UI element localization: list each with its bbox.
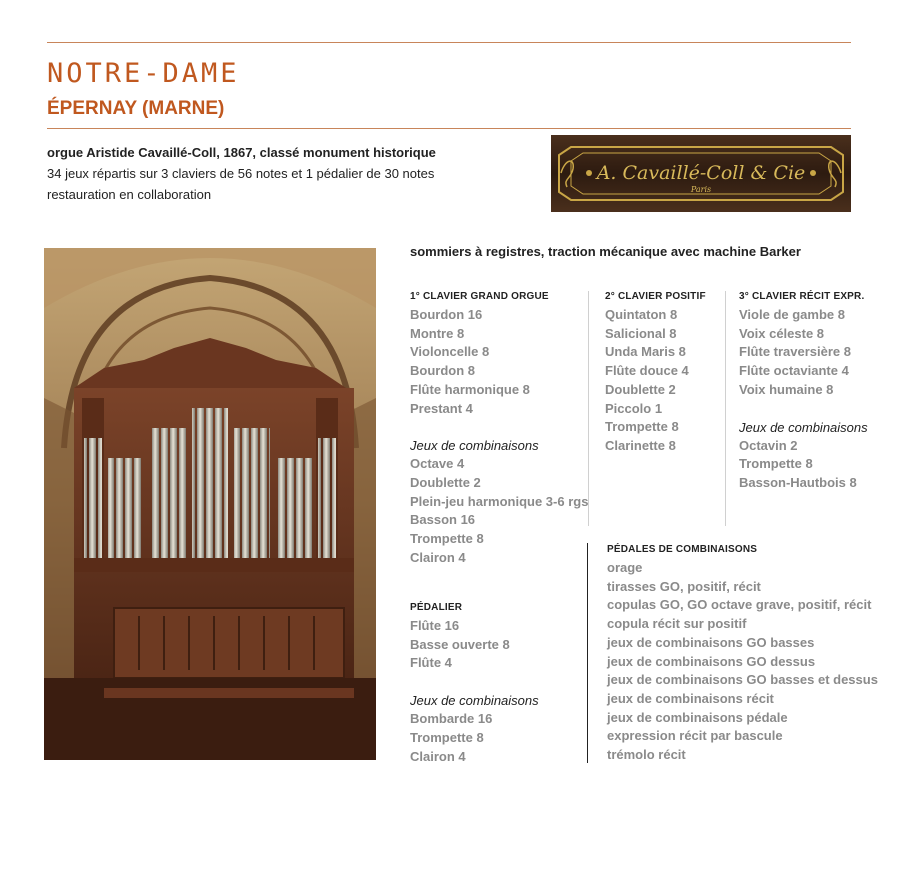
plaque-city: Paris [690, 185, 712, 194]
combo-item: Basson 16 [410, 512, 476, 528]
combo-item: Clairon 4 [410, 549, 466, 565]
stop-item: Unda Maris 8 [605, 344, 686, 360]
pedal-item: jeux de combinaisons pédale [607, 709, 788, 725]
pedal-item: trémolo récit [607, 747, 686, 763]
combo-item: Doublette 2 [410, 474, 481, 490]
combo-item: Bombarde 16 [410, 711, 493, 727]
plaque-inscription: A. Cavaillé-Coll & Cie [596, 162, 806, 184]
intro-line-3: restauration en collaboration [47, 187, 212, 202]
stop-item: Doublette 2 [605, 381, 676, 397]
stop-item: Montre 8 [410, 325, 465, 341]
pedalier-stops [410, 617, 539, 673]
pedal-item: tirasses GO, positif, récit [607, 578, 761, 594]
stop-item: Voix humaine 8 [739, 381, 834, 397]
combo-item: Clairon 4 [410, 748, 466, 764]
column-divider [725, 291, 726, 526]
stop-item: Violoncelle 8 [410, 344, 490, 360]
pedales-list [607, 559, 878, 765]
pedales-column [607, 544, 878, 765]
pedal-item: jeux de combinaisons GO basses [607, 634, 815, 650]
stop-item: Flûte 4 [410, 655, 452, 671]
stop-item: Viole de gambe 8 [739, 307, 845, 322]
pedalier-combo-heading: Jeux de combinaisons [410, 693, 539, 709]
stop-item: Bourdon 8 [410, 363, 475, 379]
grand-orgue-combo-heading: Jeux de combinaisons [410, 438, 539, 454]
pedal-item: jeux de combinaisons récit [607, 690, 774, 706]
pedalier-column [410, 602, 539, 766]
combo-item: Octavin 2 [739, 437, 798, 453]
grand-orgue-combos [410, 455, 588, 567]
pedal-item: copulas GO, GO octave grave, positif, récit [607, 597, 872, 613]
stop-item: Flûte octaviante 4 [739, 363, 849, 379]
stop-item: Prestant 4 [410, 400, 473, 416]
combo-item: Trompette 8 [410, 531, 484, 547]
pedal-item: copula récit sur positif [607, 616, 747, 632]
stop-item: Bourdon 16 [410, 307, 483, 322]
pedal-item: orage [607, 560, 643, 575]
stop-item: Flûte douce 4 [605, 363, 689, 379]
pedal-item: expression récit par bascule [607, 728, 783, 744]
top-rule [47, 42, 851, 43]
stop-item: Trompette 8 [605, 419, 679, 435]
recit-combo-heading: Jeux de combinaisons [739, 419, 868, 435]
stop-item: Flûte 16 [410, 618, 460, 633]
intro-block [47, 142, 436, 205]
page-subtitle: ÉPERNAY (MARNE) [47, 98, 225, 119]
recit-column [739, 291, 868, 493]
grand-orgue-stops [410, 306, 588, 418]
combo-item: Basson-Hautbois 8 [739, 474, 857, 490]
grand-orgue-column [410, 291, 588, 567]
stop-item: Flûte harmonique 8 [410, 381, 530, 397]
pedales-heading: PÉDALES DE COMBINAISONS [607, 544, 758, 555]
traction-description: sommiers à registres, traction mécanique avec machine Barker [410, 244, 801, 259]
positif-heading: 2° CLAVIER POSITIF [605, 291, 706, 302]
stop-item: Quintaton 8 [605, 307, 678, 322]
combo-item: Plein-jeu harmonique 3-6 rgs [410, 493, 589, 509]
stop-item: Piccolo 1 [605, 400, 663, 416]
pedales-divider [587, 543, 588, 763]
pedal-item: jeux de combinaisons GO basses et dessus [607, 672, 878, 688]
pedalier-heading: PÉDALIER [410, 602, 463, 613]
combo-item: Trompette 8 [410, 729, 484, 745]
positif-column [605, 291, 706, 456]
pedalier-combos [410, 710, 539, 766]
stop-item: Basse ouverte 8 [410, 636, 510, 652]
combo-item: Octave 4 [410, 456, 465, 472]
intro-line-1: orgue Aristide Cavaillé-Coll, 1867, classé monument historique [47, 145, 436, 160]
column-divider [588, 291, 589, 526]
grand-orgue-heading: 1° CLAVIER GRAND ORGUE [410, 291, 549, 302]
builder-plaque-image [551, 135, 851, 212]
recit-combos [739, 437, 868, 493]
organ-photo [44, 248, 376, 760]
pedal-item: jeux de combinaisons GO dessus [607, 653, 816, 669]
header-rule [47, 128, 851, 129]
stop-item: Voix céleste 8 [739, 325, 825, 341]
stop-item: Salicional 8 [605, 325, 677, 341]
recit-stops [739, 306, 868, 400]
recit-heading: 3° CLAVIER RÉCIT EXPR. [739, 291, 865, 302]
positif-stops [605, 306, 706, 456]
combo-item: Trompette 8 [739, 456, 813, 472]
stop-item: Clarinette 8 [605, 437, 676, 453]
page-title: NOTRE-DAME [47, 58, 240, 89]
intro-line-2: 34 jeux répartis sur 3 claviers de 56 notes et 1 pédalier de 30 notes [47, 166, 435, 181]
stop-item: Flûte traversière 8 [739, 344, 852, 360]
